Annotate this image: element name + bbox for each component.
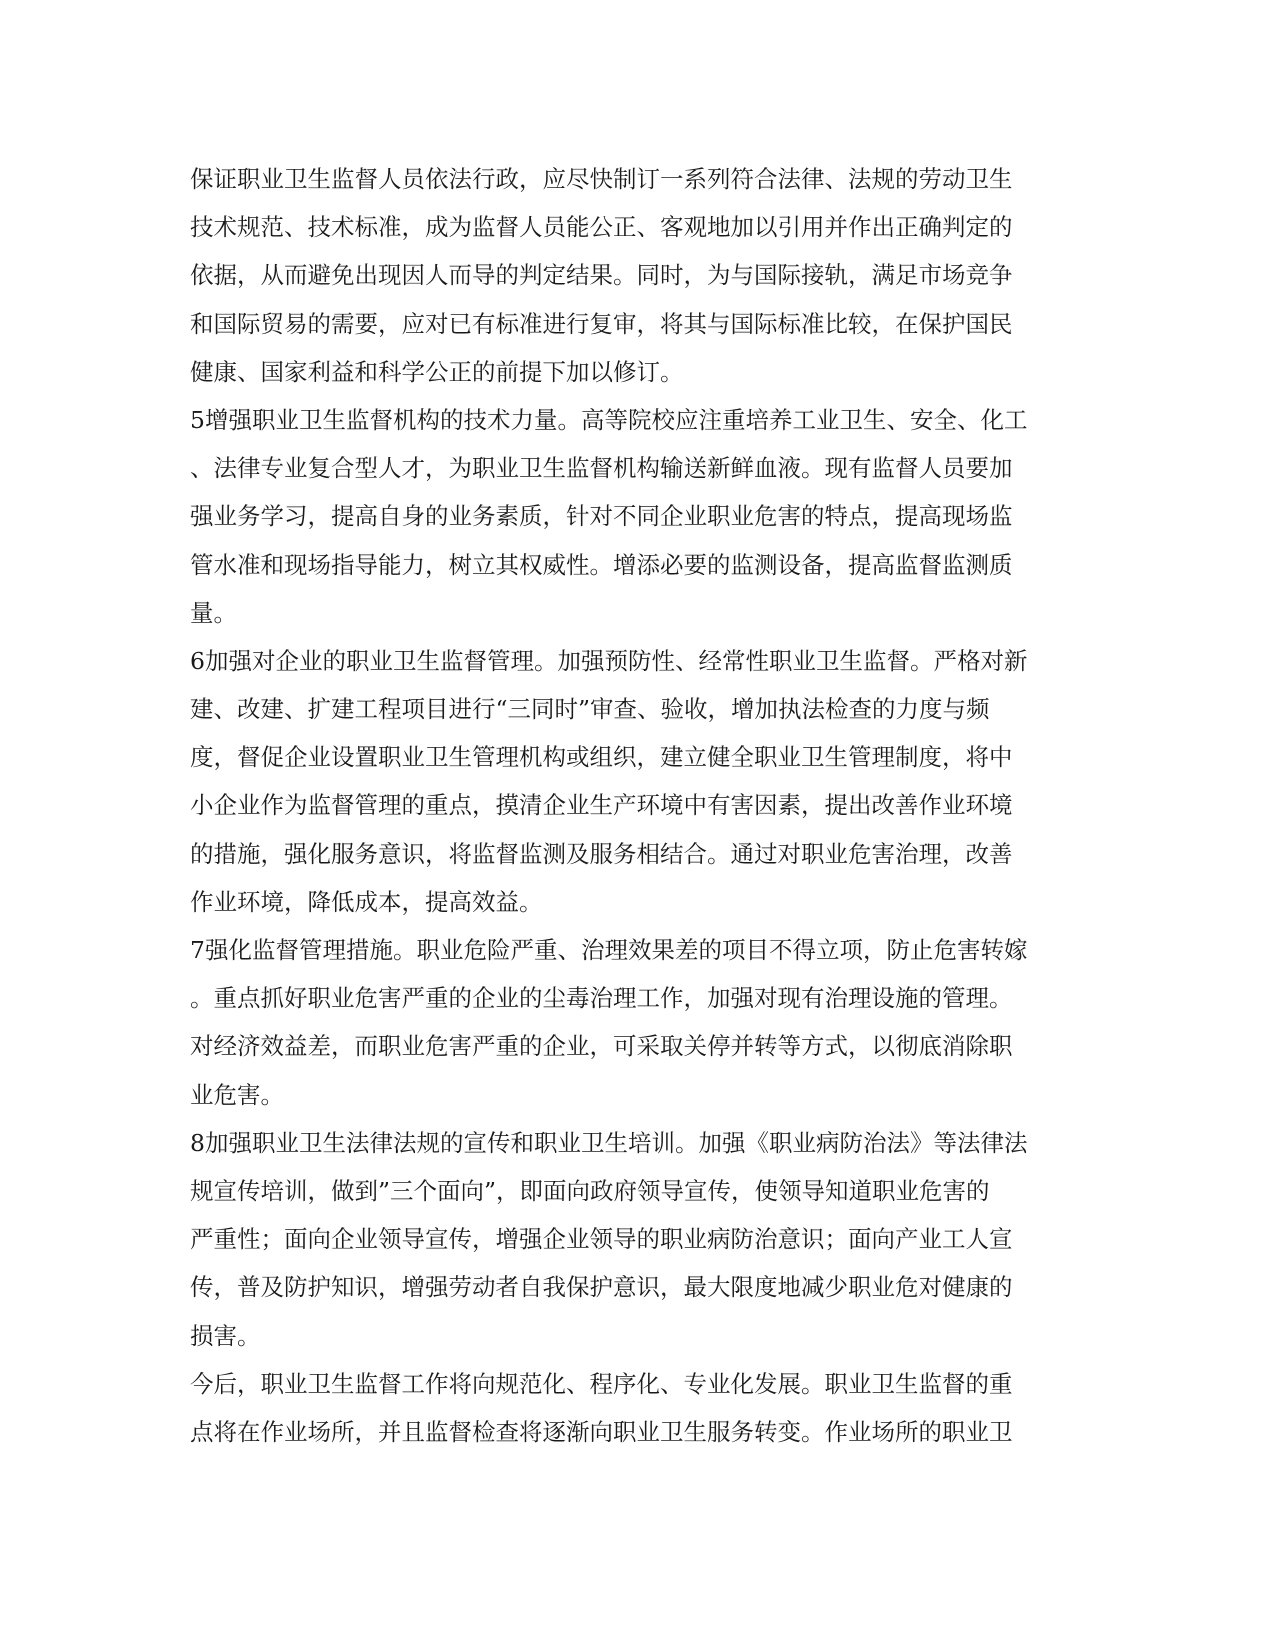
text-line: 度，督促企业设置职业卫生管理机构或组织，建立健全职业卫生管理制度，将中 bbox=[190, 743, 1013, 772]
text-line: 和国际贸易的需要，应对已有标准进行复审，将其与国际标准比较，在保护国民 bbox=[190, 309, 1013, 338]
text-line: 传，普及防护知识，增强劳动者自我保护意识，最大限度地减少职业危对健康的 bbox=[190, 1273, 1013, 1302]
text-line: 强业务学习，提高自身的业务素质，针对不同企业职业危害的特点，提高现场监 bbox=[190, 502, 1013, 531]
text-line: 量。 bbox=[190, 598, 237, 627]
text-line: 、法律专业复合型人才，为职业卫生监督机构输送新鲜血液。现有监督人员要加 bbox=[190, 454, 1013, 483]
text-line: 对经济效益差，而职业危害严重的企业，可采取关停并转等方式，以彻底消除职 bbox=[190, 1032, 1013, 1061]
text-line: 建、改建、扩建工程项目进行“三同时”审查、验收，增加执法检查的力度与频 bbox=[190, 695, 990, 724]
text-line: 损害。 bbox=[190, 1321, 261, 1350]
text-line: 。重点抓好职业危害严重的企业的尘毒治理工作，加强对现有治理设施的管理。 bbox=[190, 984, 1013, 1013]
text-line: 今后，职业卫生监督工作将向规范化、程序化、专业化发展。职业卫生监督的重 bbox=[190, 1369, 1013, 1398]
text-line: 8加强职业卫生法律法规的宣传和职业卫生培训。加强《职业病防治法》等法律法 bbox=[190, 1128, 1028, 1157]
text-line: 6加强对企业的职业卫生监督管理。加强预防性、经常性职业卫生监督。严格对新 bbox=[190, 646, 1028, 675]
text-line: 管水准和现场指导能力，树立其权威性。增添必要的监测设备，提高监督监测质 bbox=[190, 550, 1013, 579]
text-line: 小企业作为监督管理的重点，摸清企业生产环境中有害因素，提出改善作业环境 bbox=[190, 791, 1013, 820]
text-line: 技术规范、技术标准，成为监督人员能公正、客观地加以引用并作出正确判定的 bbox=[190, 213, 1013, 242]
text-line: 7强化监督管理措施。职业危险严重、治理效果差的项目不得立项，防止危害转嫁 bbox=[190, 936, 1028, 964]
text-line: 健康、国家利益和科学公正的前提下加以修订。 bbox=[190, 357, 684, 386]
text-line: 严重性；面向企业领导宣传，增强企业领导的职业病防治意识；面向产业工人宣 bbox=[190, 1225, 1013, 1254]
text-line: 规宣传培训，做到”三个面向”，即面向政府领导宣传，使领导知道职业危害的 bbox=[190, 1176, 990, 1205]
text-line: 业危害。 bbox=[190, 1080, 284, 1109]
text-line: 保证职业卫生监督人员依法行政，应尽快制订一系列符合法律、法规的劳动卫生 bbox=[190, 165, 1013, 193]
body-text bbox=[190, 155, 1080, 1456]
text-line: 的措施，强化服务意识，将监督监测及服务相结合。通过对职业危害治理，改善 bbox=[190, 839, 1013, 868]
text-line: 5增强职业卫生监督机构的技术力量。高等院校应注重培养工业卫生、安全、化工 bbox=[190, 405, 1028, 434]
text-line: 点将在作业场所，并且监督检查将逐渐向职业卫生服务转变。作业场所的职业卫 bbox=[190, 1417, 1013, 1446]
text-line: 作业环境，降低成本，提高效益。 bbox=[190, 887, 543, 916]
text-line: 依据，从而避免出现因人而导的判定结果。同时，为与国际接轨，满足市场竞争 bbox=[190, 261, 1013, 290]
